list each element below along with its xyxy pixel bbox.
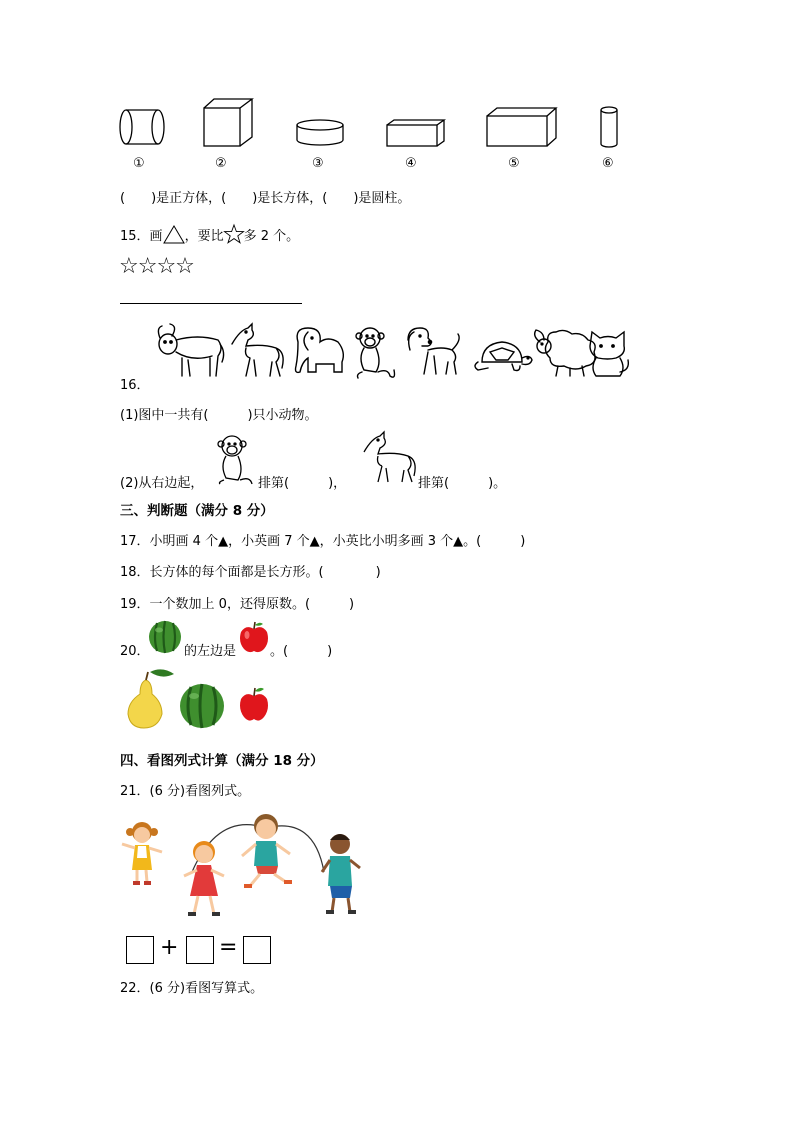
q15-line	[120, 224, 299, 244]
pear-icon	[128, 669, 174, 728]
watermelon-icon	[148, 620, 182, 654]
shape-label-3: ③	[312, 156, 324, 171]
elephant-icon	[296, 328, 344, 372]
sheep-icon	[535, 330, 595, 376]
flat-cylinder-shape	[297, 120, 343, 145]
upright-cylinder-shape	[601, 107, 617, 147]
horizontal-cylinder-shape	[120, 110, 164, 144]
q22-text: 22．(6 分)看图写算式。	[120, 981, 264, 996]
star-row: ☆☆☆☆	[119, 254, 194, 279]
q15-text-before: 画	[149, 229, 163, 244]
q20-end: 。( )	[270, 644, 333, 659]
fruit-row	[122, 666, 274, 732]
q15-text-middle: ，要比	[184, 229, 224, 244]
dog-icon	[408, 328, 459, 374]
horse-icon	[232, 324, 283, 376]
large-cuboid-shape	[487, 108, 556, 146]
shape-label-4: ④	[405, 156, 417, 171]
q20-middle: 的左边是	[184, 644, 237, 659]
turtle-icon	[475, 342, 532, 371]
q21-text: 21．(6 分)看图列式。	[120, 784, 251, 799]
small-cuboid-shape	[387, 120, 444, 146]
answer-box-3[interactable]	[243, 936, 271, 964]
apple-icon	[238, 620, 270, 654]
children-illustration	[118, 810, 368, 922]
q15-text-after: 多 2 个。	[243, 229, 300, 244]
shape-label-5: ⑤	[508, 156, 520, 171]
q16-sub2-rank2: 排第( )。	[418, 476, 507, 491]
section3-title: 三、判断题（满分 8 分）	[120, 503, 274, 519]
horse-icon	[362, 432, 418, 484]
answer-box-1[interactable]	[126, 936, 154, 964]
q14-answer-line: ( )是正方体，( )是长方体，( )是圆柱。	[120, 191, 411, 206]
answer-box-2[interactable]	[186, 936, 214, 964]
girl-standing-icon	[122, 822, 162, 885]
q16-sub1: (1)图中一共有( )只小动物。	[120, 408, 318, 423]
q20-number: 20．	[120, 644, 150, 659]
cow-icon	[158, 324, 223, 376]
q16-number: 16．	[120, 378, 150, 393]
cube-shape	[204, 99, 252, 146]
q17-text: 17．小明画 4 个▲，小英画 7 个▲，小英比小明多画 3 个▲。( )	[120, 534, 526, 549]
monkey-icon	[356, 328, 395, 378]
boy-turning-rope-icon	[322, 834, 360, 914]
equals-sign: =	[219, 935, 238, 960]
q15-answer-line	[120, 303, 302, 304]
apple-icon	[240, 688, 268, 721]
star-outline-icon	[224, 224, 244, 244]
q16-sub2-prefix: (2)从右边起，	[120, 476, 204, 491]
plus-sign: +	[160, 935, 179, 960]
animal-row	[152, 322, 628, 382]
solid-shapes-row	[118, 98, 638, 156]
q18-text: 18．长方体的每个面都是长方形。( )	[120, 565, 381, 580]
girl-jumping-rope-icon	[184, 841, 224, 916]
shape-label-6: ⑥	[602, 156, 614, 171]
q19-text: 19．一个数加上 0，还得原数。( )	[120, 597, 355, 612]
q15-number: 15．	[120, 229, 150, 244]
section4-title: 四、看图列式计算（满分 18 分）	[120, 753, 324, 769]
watermelon-icon	[180, 684, 224, 728]
monkey-icon	[214, 432, 256, 486]
shape-label-2: ②	[215, 156, 227, 171]
shape-label-1: ①	[133, 156, 145, 171]
cat-icon	[590, 332, 628, 376]
q16-sub2-rank1: 排第( )，	[258, 476, 347, 491]
triangle-icon	[163, 224, 185, 244]
